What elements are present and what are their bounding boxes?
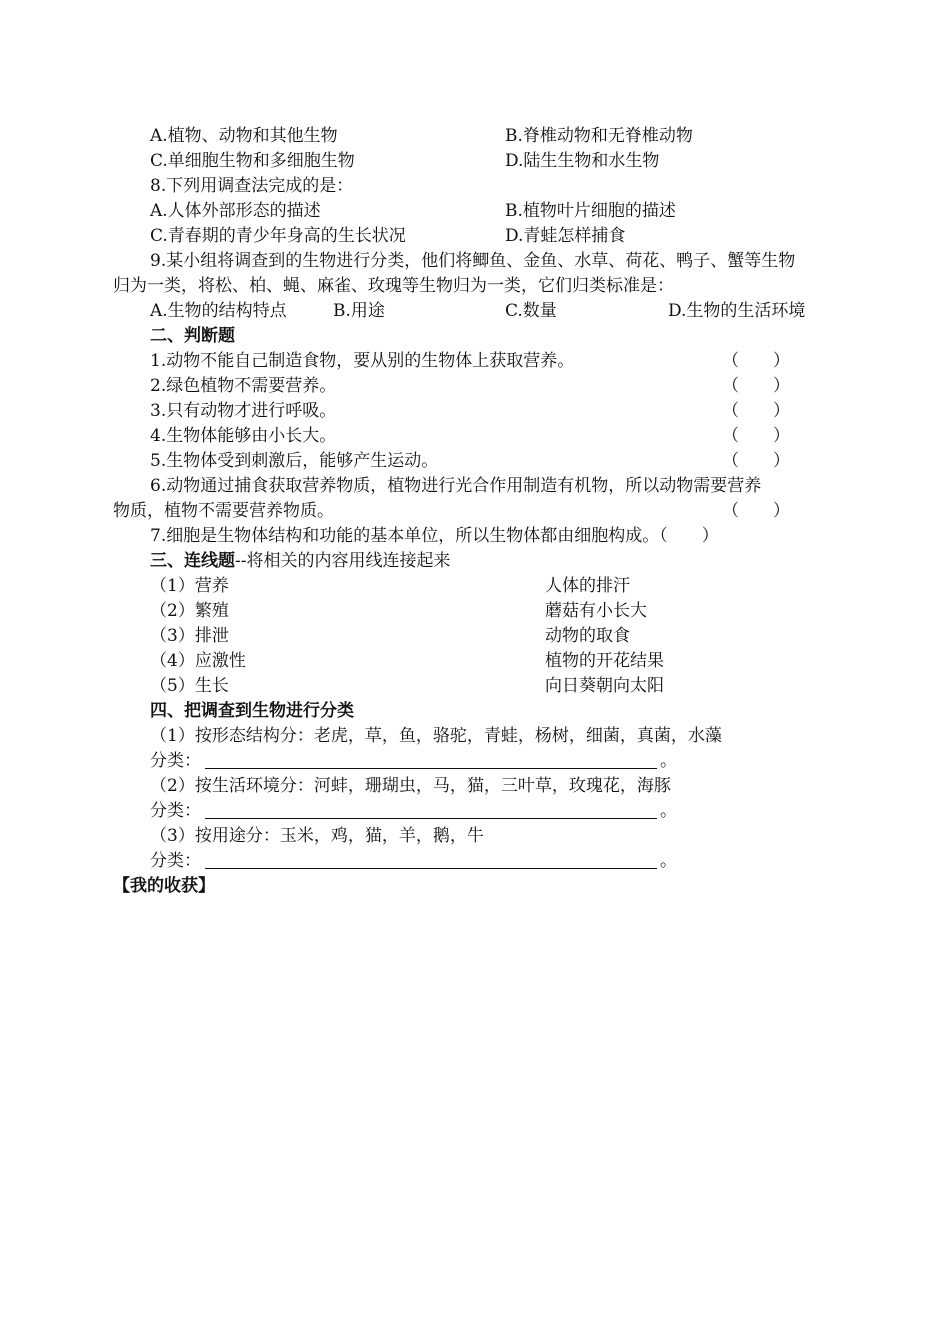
- classify-q3: （3）按用途分：玉米，鸡，猫，羊，鹅，牛: [150, 826, 484, 846]
- classify-q1-period: 。: [660, 751, 677, 771]
- tf-item-4: 4.生物体能够由小长大。: [150, 426, 337, 446]
- q7-option-c: C.单细胞生物和多细胞生物: [150, 151, 355, 171]
- q9-stem-line2: 归为一类，将松、柏、蝇、麻雀、玫瑰等生物归为一类，它们归类标准是：: [113, 276, 674, 296]
- q8-stem: 8.下列用调查法完成的是：: [150, 176, 354, 196]
- match-left-2[interactable]: （2）繁殖: [150, 601, 229, 621]
- classify-q2: （2）按生活环境分：河蚌，珊瑚虫，马，猫，三叶草，玫瑰花，海豚: [150, 776, 671, 796]
- tf-answer-3[interactable]: （ ）: [722, 401, 790, 421]
- q9-option-b: B.用途: [333, 301, 385, 321]
- classify-q3-blank[interactable]: [205, 868, 657, 869]
- classify-q3-period: 。: [660, 851, 677, 871]
- classify-q2-period: 。: [660, 801, 677, 821]
- classify-q1-label: 分类：: [150, 751, 201, 771]
- harvest-heading: 【我的收获】: [113, 876, 215, 896]
- tf-item-6-line2: 物质，植物不需要营养物质。: [113, 501, 334, 521]
- tf-answer-2[interactable]: （ ）: [722, 376, 790, 396]
- match-right-1[interactable]: 人体的排汗: [545, 576, 630, 596]
- q9-option-d: D.生物的生活环境: [668, 301, 806, 321]
- tf-answer-1[interactable]: （ ）: [722, 351, 790, 371]
- tf-answer-6[interactable]: （ ）: [722, 501, 790, 521]
- classify-q1-blank[interactable]: [205, 768, 657, 769]
- match-left-3[interactable]: （3）排泄: [150, 626, 229, 646]
- q9-option-c: C.数量: [505, 301, 557, 321]
- classify-q2-label: 分类：: [150, 801, 201, 821]
- section4-title: 四、把调查到生物进行分类: [150, 701, 354, 721]
- section2-title: 二、判断题: [150, 326, 235, 346]
- tf-item-3: 3.只有动物才进行呼吸。: [150, 401, 337, 421]
- q9-option-a: A.生物的结构特点: [150, 301, 287, 321]
- match-right-3[interactable]: 动物的取食: [545, 626, 630, 646]
- match-left-4[interactable]: （4）应激性: [150, 651, 246, 671]
- tf-item-1: 1.动物不能自己制造食物，要从别的生物体上获取营养。: [150, 351, 575, 371]
- tf-answer-5[interactable]: （ ）: [722, 451, 790, 471]
- tf-item-6-line1: 6.动物通过捕食获取营养物质，植物进行光合作用制造有机物，所以动物需要营养: [150, 476, 762, 496]
- tf-answer-4[interactable]: （ ）: [722, 426, 790, 446]
- q8-option-a: A.人体外部形态的描述: [150, 201, 321, 221]
- section3-subtitle: --将相关的内容用线连接起来: [235, 551, 451, 571]
- section3-title: 三、连线题: [150, 551, 235, 571]
- tf-item-2: 2.绿色植物不需要营养。: [150, 376, 337, 396]
- q9-stem-line1: 9.某小组将调查到的生物进行分类，他们将鲫鱼、金鱼、水草、荷花、鸭子、蟹等生物: [150, 251, 796, 271]
- q8-option-b: B.植物叶片细胞的描述: [505, 201, 676, 221]
- match-right-4[interactable]: 植物的开花结果: [545, 651, 664, 671]
- match-right-2[interactable]: 蘑菇有小长大: [545, 601, 647, 621]
- q8-option-d: D.青蛙怎样捕食: [505, 226, 626, 246]
- tf-item-7: 7.细胞是生物体结构和功能的基本单位，所以生物体都由细胞构成。（ ）: [150, 526, 719, 546]
- q8-option-c: C.青春期的青少年身高的生长状况: [150, 226, 406, 246]
- q7-option-a: A.植物、动物和其他生物: [150, 126, 338, 146]
- q7-option-d: D.陆生生物和水生物: [505, 151, 660, 171]
- q7-option-b: B.脊椎动物和无脊椎动物: [505, 126, 693, 146]
- section3-heading: [150, 549, 451, 573]
- match-left-1[interactable]: （1）营养: [150, 576, 229, 596]
- classify-q1: （1）按形态结构分：老虎，草，鱼，骆驼，青蛙，杨树，细菌，真菌，水藻: [150, 726, 722, 746]
- tf-item-5: 5.生物体受到刺激后，能够产生运动。: [150, 451, 439, 471]
- match-left-5[interactable]: （5）生长: [150, 676, 229, 696]
- match-right-5[interactable]: 向日葵朝向太阳: [545, 676, 664, 696]
- classify-q3-label: 分类：: [150, 851, 201, 871]
- classify-q2-blank[interactable]: [205, 818, 657, 819]
